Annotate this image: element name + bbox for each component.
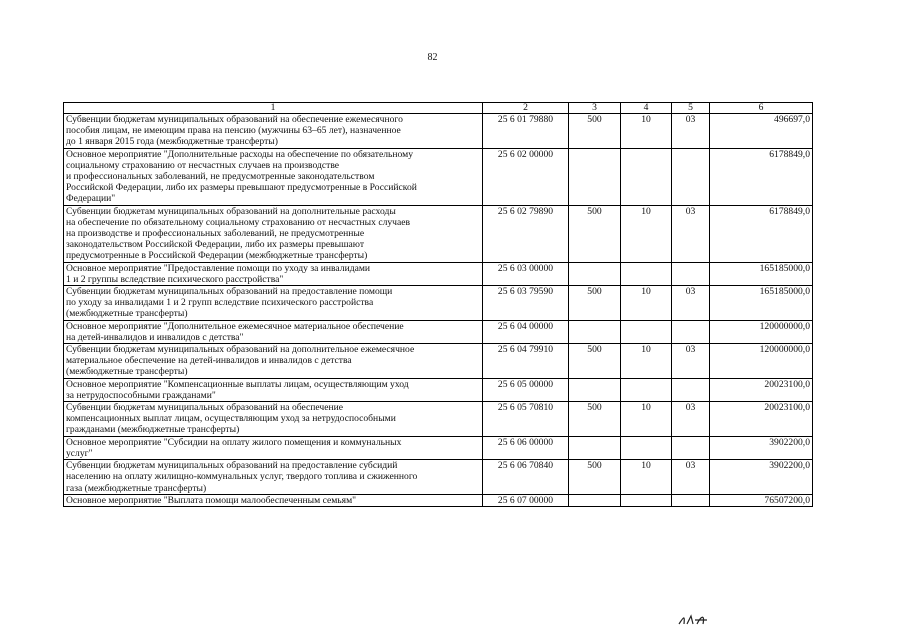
row-amount: 165185000,0 bbox=[710, 286, 813, 321]
row-col5: 03 bbox=[672, 205, 710, 262]
table-row bbox=[64, 286, 813, 321]
description-line: гражданами (межбюджетные трансферты) bbox=[66, 424, 240, 436]
row-col5 bbox=[672, 148, 710, 205]
row-col5: 03 bbox=[672, 344, 710, 379]
row-code: 25 6 03 00000 bbox=[483, 262, 569, 285]
column-header-6: 6 bbox=[710, 103, 813, 114]
row-col3 bbox=[569, 494, 621, 506]
description-line: Основное мероприятие "Компенсационные выплаты лицам, осуществляющим уход bbox=[66, 378, 409, 390]
row-col3: 500 bbox=[569, 344, 621, 379]
description-line: Российской Федерации, либо их размеры превышают предусмотренные в Российской bbox=[66, 182, 417, 194]
table-row bbox=[64, 378, 813, 401]
row-description bbox=[64, 344, 483, 379]
table-body bbox=[64, 114, 813, 507]
row-code: 25 6 01 79880 bbox=[483, 114, 569, 149]
row-col5 bbox=[672, 494, 710, 506]
row-col3 bbox=[569, 436, 621, 459]
description-line: услуг" bbox=[66, 447, 93, 459]
row-amount: 20023100,0 bbox=[710, 402, 813, 437]
description-line: Субвенции бюджетам муниципальных образований на дополнительные расходы bbox=[66, 205, 396, 217]
row-col5 bbox=[672, 436, 710, 459]
row-col4 bbox=[621, 148, 672, 205]
row-col3: 500 bbox=[569, 114, 621, 149]
row-col3 bbox=[569, 148, 621, 205]
row-description bbox=[64, 460, 483, 495]
row-amount: 3902200,0 bbox=[710, 436, 813, 459]
row-col4: 10 bbox=[621, 114, 672, 149]
description-line: Субвенции бюджетам муниципальных образований на дополнительное ежемесячное bbox=[66, 344, 415, 356]
description-line: Федерации" bbox=[66, 193, 116, 205]
description-line: социальному страхованию от несчастных случаев на производстве bbox=[66, 159, 340, 171]
row-code: 25 6 07 00000 bbox=[483, 494, 569, 506]
row-description bbox=[64, 402, 483, 437]
description-line: на производстве и профессиональных заболеваний, не предусмотренные bbox=[66, 228, 365, 240]
table-row bbox=[64, 460, 813, 495]
row-col4: 10 bbox=[621, 344, 672, 379]
table-row bbox=[64, 320, 813, 343]
table-row bbox=[64, 205, 813, 262]
row-col4: 10 bbox=[621, 460, 672, 495]
column-header-5: 5 bbox=[672, 103, 710, 114]
column-header-4: 4 bbox=[621, 103, 672, 114]
description-line: за нетрудоспособными гражданами" bbox=[66, 389, 216, 401]
description-line: до 1 января 2015 года (межбюджетные трансферты) bbox=[66, 136, 278, 148]
row-col5 bbox=[672, 320, 710, 343]
column-header-3: 3 bbox=[569, 103, 621, 114]
row-col4 bbox=[621, 436, 672, 459]
description-line: на детей-инвалидов и инвалидов с детства" bbox=[66, 331, 244, 343]
description-line: населению на оплату жилищно-коммунальных услуг, твердого топлива и сжиженного bbox=[66, 471, 418, 483]
row-col5: 03 bbox=[672, 460, 710, 495]
description-line: компенсационных выплат лицам, осуществляющим уход за нетрудоспособными bbox=[66, 413, 396, 425]
row-code: 25 6 06 00000 bbox=[483, 436, 569, 459]
description-line: по уходу за инвалидами 1 и 2 групп вследствие психического расстройства bbox=[66, 297, 374, 309]
row-amount: 20023100,0 bbox=[710, 378, 813, 401]
row-col4: 10 bbox=[621, 286, 672, 321]
description-line: и профессиональных заболеваний, не предусмотренные законодательством bbox=[66, 171, 375, 183]
description-line: Субвенции бюджетам муниципальных образований на предоставление субсидий bbox=[66, 460, 398, 472]
row-code: 25 6 03 79590 bbox=[483, 286, 569, 321]
table-row bbox=[64, 148, 813, 205]
row-code: 25 6 02 00000 bbox=[483, 148, 569, 205]
table-header-row bbox=[64, 103, 813, 114]
row-amount: 6178849,0 bbox=[710, 205, 813, 262]
row-col4 bbox=[621, 494, 672, 506]
row-code: 25 6 04 00000 bbox=[483, 320, 569, 343]
table-row bbox=[64, 262, 813, 285]
table-row bbox=[64, 344, 813, 379]
row-description bbox=[64, 205, 483, 262]
description-line: Субвенции бюджетам муниципальных образований на обеспечение bbox=[66, 402, 344, 414]
row-description bbox=[64, 262, 483, 285]
budget-table bbox=[63, 102, 813, 507]
row-description bbox=[64, 114, 483, 149]
description-line: на обеспечение по обязательному социальному страхованию от несчастных случаев bbox=[66, 216, 411, 228]
row-code: 25 6 05 00000 bbox=[483, 378, 569, 401]
handwritten-mark bbox=[675, 604, 735, 634]
row-amount: 120000000,0 bbox=[710, 344, 813, 379]
description-line: Основное мероприятие "Предоставление помощи по уходу за инвалидами bbox=[66, 262, 371, 274]
row-amount: 120000000,0 bbox=[710, 320, 813, 343]
row-code: 25 6 06 70840 bbox=[483, 460, 569, 495]
row-col4 bbox=[621, 320, 672, 343]
row-col4: 10 bbox=[621, 205, 672, 262]
row-col5: 03 bbox=[672, 286, 710, 321]
row-col5 bbox=[672, 378, 710, 401]
row-col4 bbox=[621, 262, 672, 285]
row-col3 bbox=[569, 378, 621, 401]
description-line: Субвенции бюджетам муниципальных образований на обеспечение ежемесячного bbox=[66, 114, 403, 125]
row-col3: 500 bbox=[569, 460, 621, 495]
row-description bbox=[64, 286, 483, 321]
row-col4 bbox=[621, 378, 672, 401]
description-line: законодательством Российской Федерации, либо их размеры превышают bbox=[66, 239, 365, 251]
description-line: материальное обеспечение на детей-инвалидов и инвалидов с детства bbox=[66, 355, 352, 367]
column-header-2: 2 bbox=[483, 103, 569, 114]
description-line: Основное мероприятие "Выплата помощи малообеспеченным семьям" bbox=[66, 494, 357, 506]
description-line: Основное мероприятие "Дополнительное ежемесячное материальное обеспечение bbox=[66, 320, 404, 332]
row-description bbox=[64, 148, 483, 205]
column-header-1: 1 bbox=[64, 103, 483, 114]
table-row bbox=[64, 436, 813, 459]
row-code: 25 6 02 79890 bbox=[483, 205, 569, 262]
row-col5 bbox=[672, 262, 710, 285]
page-number: 82 bbox=[427, 52, 438, 63]
row-col4: 10 bbox=[621, 402, 672, 437]
row-code: 25 6 05 70810 bbox=[483, 402, 569, 437]
row-description bbox=[64, 494, 483, 506]
description-line: (межбюджетные трансферты) bbox=[66, 308, 188, 320]
row-amount: 6178849,0 bbox=[710, 148, 813, 205]
row-col3 bbox=[569, 262, 621, 285]
description-line: Субвенции бюджетам муниципальных образований на предоставление помощи bbox=[66, 286, 393, 298]
row-col3 bbox=[569, 320, 621, 343]
description-line: Основное мероприятие "Дополнительные расходы на обеспечение по обязательному bbox=[66, 148, 414, 160]
row-description bbox=[64, 436, 483, 459]
row-description bbox=[64, 320, 483, 343]
table-row bbox=[64, 402, 813, 437]
description-line: Основное мероприятие "Субсидии на оплату жилого помещения и коммунальных bbox=[66, 436, 402, 448]
row-col3: 500 bbox=[569, 205, 621, 262]
description-line: 1 и 2 группы вследствие психического расстройства" bbox=[66, 273, 284, 285]
row-amount: 165185000,0 bbox=[710, 262, 813, 285]
row-col3: 500 bbox=[569, 286, 621, 321]
row-code: 25 6 04 79910 bbox=[483, 344, 569, 379]
row-col5: 03 bbox=[672, 114, 710, 149]
table-row bbox=[64, 494, 813, 506]
description-line: газа (межбюджетные трансферты) bbox=[66, 482, 207, 494]
row-amount: 496697,0 bbox=[710, 114, 813, 149]
table-row bbox=[64, 114, 813, 149]
row-amount: 76507200,0 bbox=[710, 494, 813, 506]
row-col5: 03 bbox=[672, 402, 710, 437]
row-amount: 3902200,0 bbox=[710, 460, 813, 495]
description-line: пособия лицам, не имеющим права на пенсию (мужчины 63–65 лет), назначенное bbox=[66, 125, 401, 137]
row-col3: 500 bbox=[569, 402, 621, 437]
description-line: (межбюджетные трансферты) bbox=[66, 366, 188, 378]
description-line: предусмотренные в Российской Федерации (межбюджетные трансферты) bbox=[66, 250, 368, 262]
row-description bbox=[64, 378, 483, 401]
